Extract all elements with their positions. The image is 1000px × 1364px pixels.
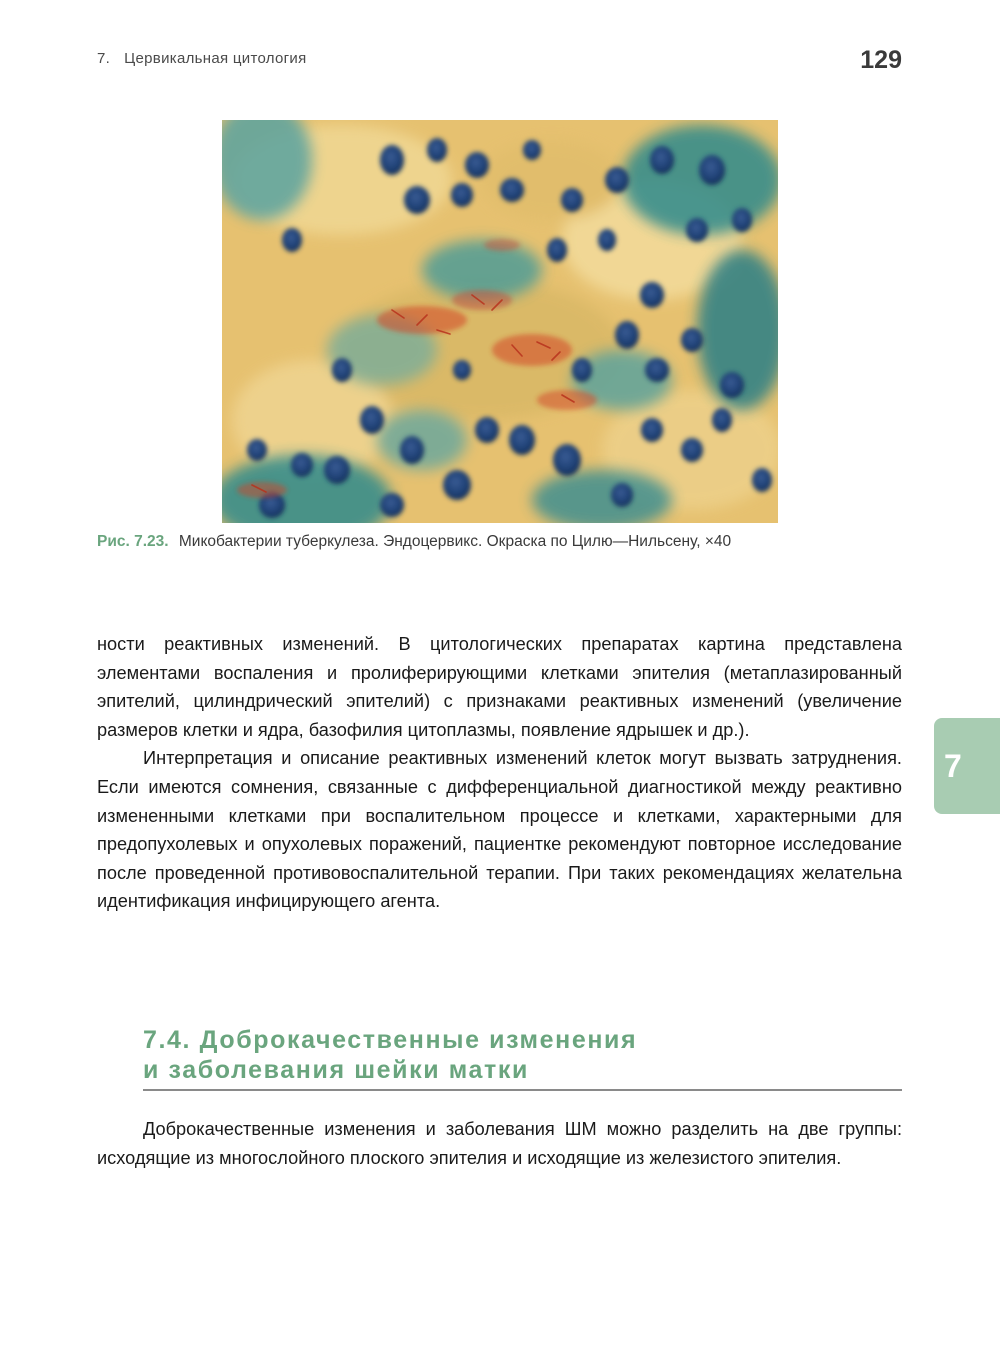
caption-text: Микобактерии туберкулеза. Эндоцервикс. Окраска по Цилю—Нильсену, ×40 — [178, 533, 732, 550]
section-title-line-1: 7.4. Доброкачественные изменения — [143, 1026, 638, 1054]
running-head — [97, 50, 307, 67]
page-number: 129 — [860, 46, 902, 74]
chapter-number: 7. — [97, 50, 111, 67]
chapter-title: Цервикальная цитология — [124, 50, 307, 67]
chapter-tab — [934, 718, 1000, 814]
micrograph-image — [222, 120, 778, 523]
figure-micrograph — [222, 120, 778, 523]
caption-label: Рис. 7.23. — [97, 533, 169, 550]
figure-caption — [97, 533, 731, 551]
chapter-tab-label: 7 — [944, 748, 962, 784]
body-text — [97, 630, 902, 916]
paragraph: ности реактивных изменений. В цитологических препаратах картина представлена элементами воспаления и пролиферирующими клетками эпителия (метаплазированный эпителий, цилиндрический эпителий) с признаками реактивных изменений (увеличение размеров клетки и ядра, базофилия цитоплазмы, появление ядрышек и др.). — [97, 634, 902, 740]
section-body-text — [97, 1115, 902, 1172]
section-title-line-2: и заболевания шейки матки — [143, 1056, 529, 1084]
paragraph: Доброкачественные изменения и заболевания ШМ можно разделить на две группы: исходящие из многослойного плоского эпителия и исходящие из железистого эпителия. — [97, 1119, 902, 1168]
section-divider — [143, 1089, 902, 1091]
paragraph: Интерпретация и описание реактивных изменений клеток могут вызвать затруднения. Если имеются сомнения, связанные с дифференциальной диагностикой между реактивно измененными клетками при воспалительном процессе и клетками, характерными для предопухолевых и опухолевых поражений, пациентке рекомендуют повторное исследование после проведенной противовоспалительной терапии. При таких рекомендациях желательна идентификация инфицирующего агента. — [97, 748, 902, 912]
section-heading — [143, 1025, 637, 1085]
